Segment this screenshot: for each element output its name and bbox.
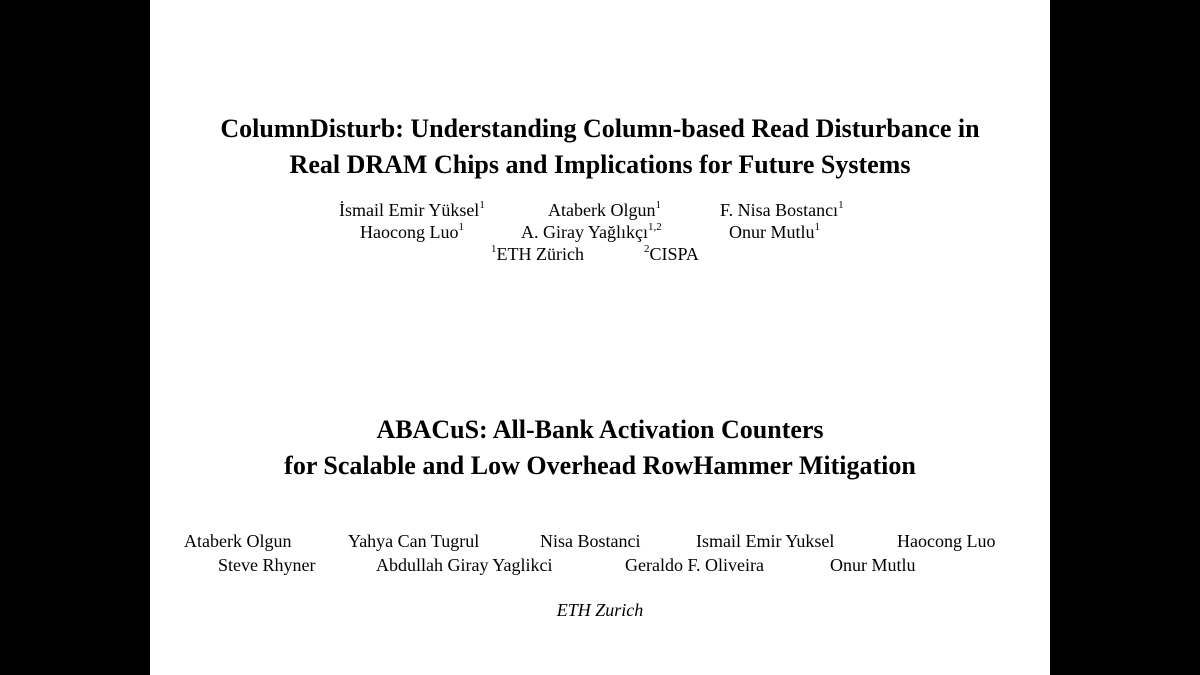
paper1-author: F. Nisa Bostancı$^1$: [720, 199, 844, 220]
paper2-author: Yahya Can Tugrul: [348, 531, 480, 551]
paper1-author: Onur Mutlu$^1$: [729, 221, 820, 242]
paper2-author-row-2: [150, 554, 1050, 576]
paper2-title-line1: ABACuS: All-Bank Activation Counters: [376, 415, 824, 444]
paper2-author: Haocong Luo: [897, 531, 996, 551]
paper1-title: [150, 111, 1050, 183]
paper1-authors: [150, 199, 1050, 265]
paper2-affiliation: ETH Zurich: [556, 600, 644, 620]
paper1-affiliations: [150, 243, 1050, 265]
paper2-author-row-1: [150, 530, 1050, 554]
slide: [150, 0, 1050, 675]
paper1-affiliation: $^1$ETH Zürich: [491, 243, 584, 264]
paper2-author: Steve Rhyner: [218, 555, 316, 575]
paper2-author: Ismail Emir Yuksel: [696, 531, 835, 551]
paper2-author: Geraldo F. Oliveira: [625, 555, 765, 575]
paper2-author: Ataberk Olgun: [184, 531, 292, 551]
paper1-title-line2: Real DRAM Chips and Implications for Future Systems: [289, 150, 911, 179]
paper1-author-row-1: [150, 199, 1050, 221]
paper1-author: İsmail Emir Yüksel$^1$: [339, 199, 485, 220]
paper2-authors: [150, 530, 1050, 576]
paper1-author-row-2: [150, 221, 1050, 243]
paper2-title-line2: for Scalable and Low Overhead RowHammer Mitigation: [284, 451, 916, 480]
paper1-author: Ataberk Olgun$^1$: [548, 199, 661, 220]
paper2-author: Onur Mutlu: [830, 555, 916, 575]
paper1-author: Haocong Luo$^1$: [360, 221, 464, 242]
paper2-title: [150, 412, 1050, 484]
paper2-author: Nisa Bostanci: [540, 531, 641, 551]
paper2-author: Abdullah Giray Yaglikci: [376, 555, 553, 575]
paper1-author: A. Giray Yağlıkçı$^{1,2}$: [521, 221, 662, 242]
paper1-affiliation: $^2$CISPA: [644, 243, 699, 264]
paper1-title-line1: ColumnDisturb: Understanding Column-based Read Disturbance in: [220, 114, 980, 143]
